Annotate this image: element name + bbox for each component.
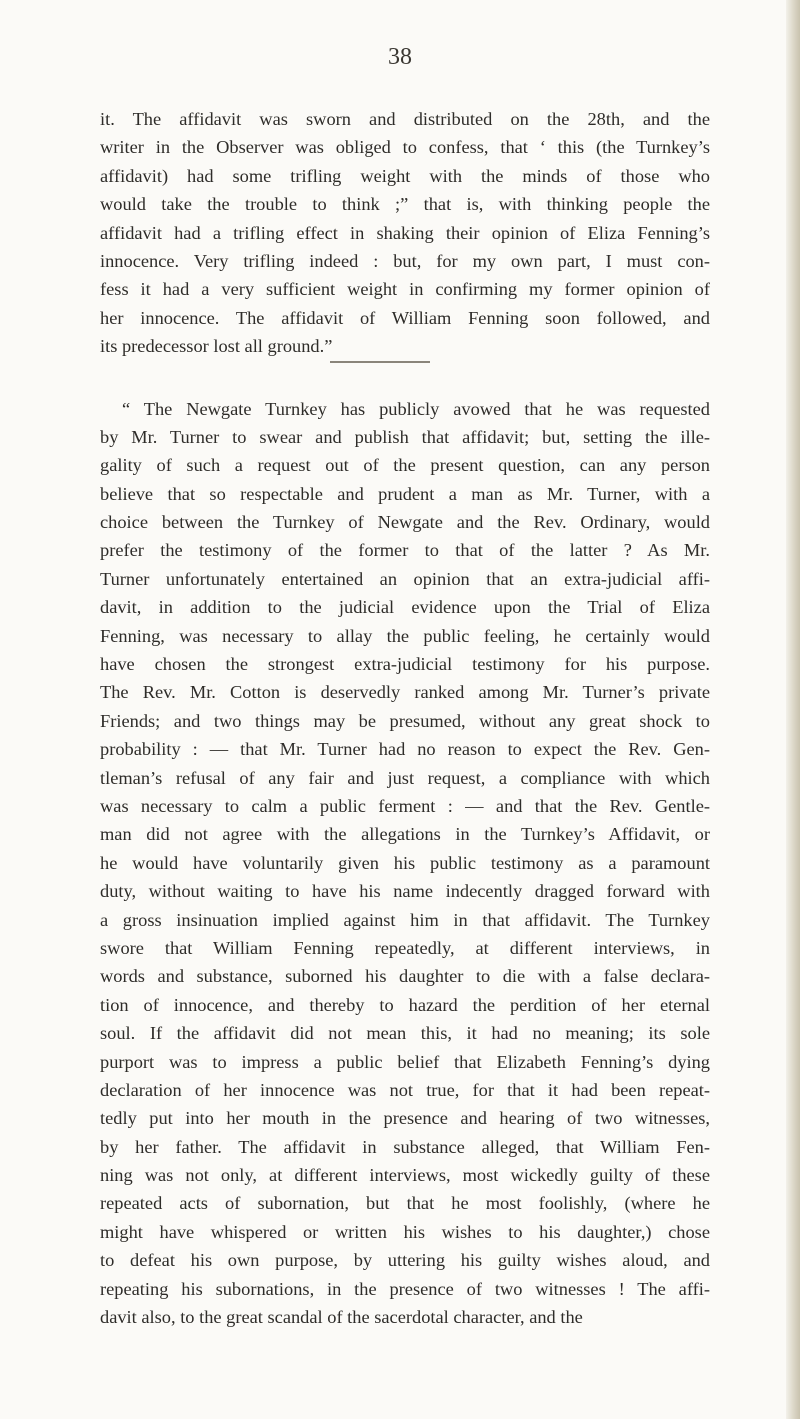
text-line: affidavit had a trifling effect in shaking their opinion of Eliza Fenning’s bbox=[100, 222, 710, 243]
text-line: innocence. Very trifling indeed : but, for my own part, I must con- bbox=[100, 250, 710, 271]
text-line: Fenning, was necessary to allay the public feeling, he certainly would bbox=[100, 625, 710, 646]
paragraph-2 bbox=[100, 395, 710, 1332]
paragraph-gap bbox=[100, 361, 710, 395]
text-line: Friends; and two things may be presumed, without any great shock to bbox=[100, 710, 710, 731]
text-line: repeated acts of subornation, but that he most foolishly, (where he bbox=[100, 1193, 710, 1214]
text-line: davit, in addition to the judicial evidence upon the Trial of Eliza bbox=[100, 597, 710, 618]
text-line: was necessary to calm a public ferment : — and that the Rev. Gentle- bbox=[100, 795, 710, 816]
text-line: he would have voluntarily given his public testimony as a paramount bbox=[100, 852, 710, 873]
separator-rule bbox=[330, 361, 430, 363]
text-line: affidavit) had some trifling weight with the minds of those who bbox=[100, 165, 710, 186]
text-line: fess it had a very sufficient weight in confirming my former opinion of bbox=[100, 279, 710, 300]
text-line: by Mr. Turner to swear and publish that affidavit; but, setting the ille- bbox=[100, 426, 710, 447]
text-line: believe that so respectable and prudent a man as Mr. Turner, with a bbox=[100, 483, 710, 504]
page-edge-shadow bbox=[786, 0, 800, 1419]
text-line: gality of such a request out of the present question, can any person bbox=[100, 455, 710, 476]
text-line: duty, without waiting to have his name indecently dragged forward with bbox=[100, 881, 710, 902]
text-line: to defeat his own purpose, by uttering his guilty wishes aloud, and bbox=[100, 1250, 710, 1271]
text-line: prefer the testimony of the former to that of the latter ? As Mr. bbox=[100, 540, 710, 561]
text-line: tleman’s refusal of any fair and just request, a compliance with which bbox=[100, 767, 710, 788]
text-line: might have whispered or written his wishes to his daughter,) chose bbox=[100, 1221, 710, 1242]
text-line: declaration of her innocence was not true, for that it had been repeat- bbox=[100, 1079, 710, 1100]
text-line: tedly put into her mouth in the presence and hearing of two witnesses, bbox=[100, 1108, 710, 1129]
text-line: purport was to impress a public belief that Elizabeth Fenning’s dying bbox=[100, 1051, 710, 1072]
text-line: repeating his subornations, in the presence of two witnesses ! The affi- bbox=[100, 1278, 710, 1299]
text-line: probability : — that Mr. Turner had no reason to expect the Rev. Gen- bbox=[100, 739, 710, 760]
text-line: words and substance, suborned his daughter to die with a false declara- bbox=[100, 966, 710, 987]
text-line: man did not agree with the allegations in the Turnkey’s Affidavit, or bbox=[100, 824, 710, 845]
text-line: would take the trouble to think ;” that is, with thinking people the bbox=[100, 194, 710, 215]
text-line: tion of innocence, and thereby to hazard the perdition of her eternal bbox=[100, 994, 710, 1015]
text-line: soul. If the affidavit did not mean this, it had no meaning; its sole bbox=[100, 1023, 710, 1044]
text-line: “ The Newgate Turnkey has publicly avowed that he was requested bbox=[122, 398, 710, 419]
text-line: her innocence. The affidavit of William Fenning soon followed, and bbox=[100, 307, 710, 328]
text-line: a gross insinuation implied against him in that affidavit. The Turnkey bbox=[100, 909, 710, 930]
paragraph-1 bbox=[100, 105, 710, 361]
text-line: ning was not only, at different interviews, most wickedly guilty of these bbox=[100, 1165, 710, 1186]
body-text bbox=[100, 105, 710, 1331]
text-line: have chosen the strongest extra-judicial testimony for his purpose. bbox=[100, 654, 710, 675]
text-line: Turner unfortunately entertained an opinion that an extra-judicial affi- bbox=[100, 568, 710, 589]
text-line: writer in the Observer was obliged to confess, that ‘ this (the Turnkey’s bbox=[100, 137, 710, 158]
text-line: davit also, to the great scandal of the sacerdotal character, and the bbox=[100, 1307, 583, 1328]
text-line: its predecessor lost all ground.” bbox=[100, 336, 333, 357]
page-number: 38 bbox=[388, 44, 412, 70]
text-line: it. The affidavit was sworn and distributed on the 28th, and the bbox=[100, 109, 710, 129]
text-line: choice between the Turnkey of Newgate and the Rev. Ordinary, would bbox=[100, 512, 710, 533]
text-line: The Rev. Mr. Cotton is deservedly ranked among Mr. Turner’s private bbox=[100, 682, 710, 703]
text-line: swore that William Fenning repeatedly, at different interviews, in bbox=[100, 937, 710, 958]
text-line: by her father. The affidavit in substance alleged, that William Fen- bbox=[100, 1136, 710, 1157]
